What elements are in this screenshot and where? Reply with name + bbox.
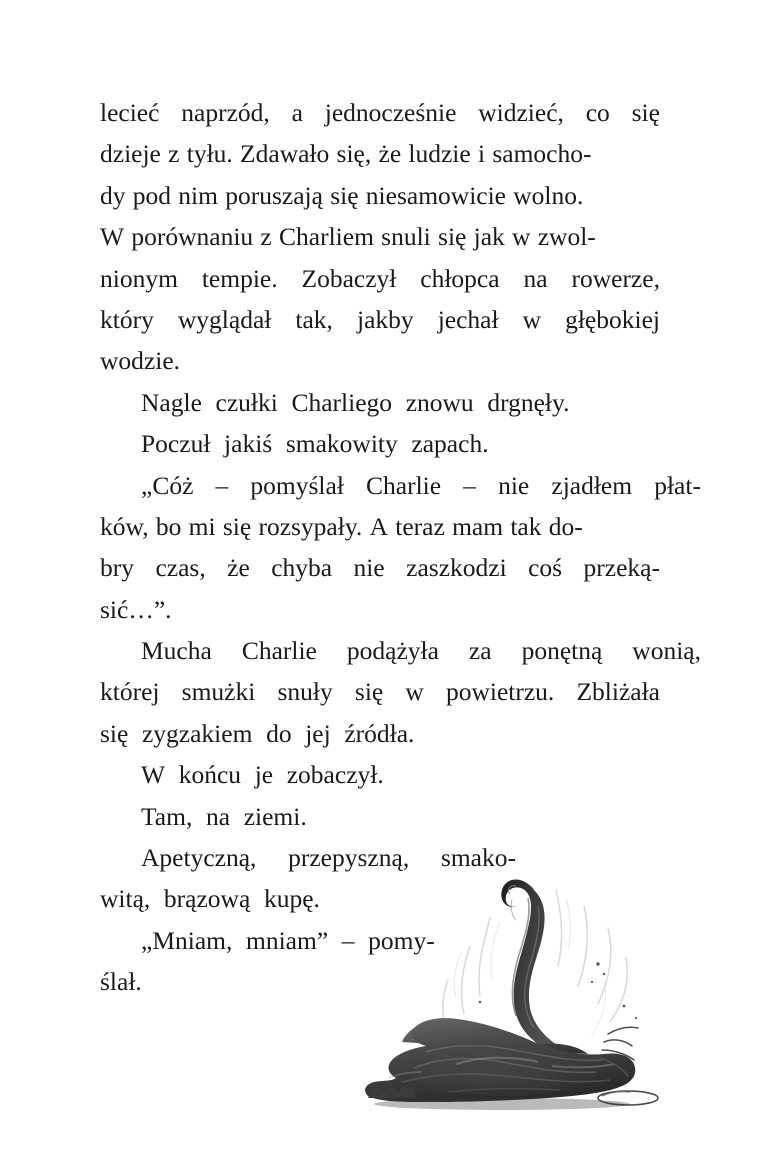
word: podążyła	[346, 636, 439, 666]
word: że	[227, 553, 250, 583]
word: zwol-	[537, 222, 596, 252]
ground-splash	[598, 1091, 658, 1105]
word: do	[266, 718, 292, 748]
word: mniam”	[246, 925, 329, 955]
word: mi	[188, 511, 216, 541]
splash-lines	[600, 1027, 638, 1076]
word: –	[463, 470, 476, 500]
word: Zbliżała	[576, 677, 660, 707]
word: chyba	[271, 553, 333, 583]
word: się	[100, 718, 129, 748]
word: jakby	[356, 304, 414, 334]
word: się	[438, 222, 467, 252]
word: się	[222, 511, 252, 541]
word: Charlie	[366, 470, 442, 500]
word: się	[631, 98, 660, 127]
contact-shadow	[374, 1098, 630, 1110]
word: czas,	[155, 553, 206, 583]
word: do-	[548, 511, 583, 541]
word: pomy-	[368, 925, 435, 955]
word: ponętną	[521, 636, 603, 666]
word: w	[522, 304, 542, 334]
word: drgnęły.	[487, 387, 570, 417]
word: się	[354, 677, 384, 707]
word: brązową	[163, 884, 251, 914]
word: bry	[100, 553, 134, 583]
word: i	[477, 139, 486, 169]
text-line	[100, 920, 701, 961]
word: wodzie.	[100, 346, 181, 376]
word: końcu	[178, 760, 242, 790]
word: na	[523, 263, 548, 293]
word: ślał.	[100, 967, 142, 997]
word: Poczuł	[141, 429, 211, 459]
word: W	[141, 760, 166, 790]
word: samocho-	[492, 139, 592, 169]
word: smako-	[440, 843, 516, 873]
word: tempie.	[201, 263, 278, 293]
word: „Mniam,	[141, 925, 233, 955]
word: poruszają	[225, 180, 323, 210]
word: „Cóż	[141, 470, 194, 500]
word: W	[100, 222, 125, 252]
word: a	[291, 98, 303, 127]
word: Apetyczną,	[141, 843, 257, 873]
text-line	[100, 382, 701, 423]
word: z	[260, 222, 272, 252]
word: teraz	[395, 511, 445, 541]
word: naprzód,	[181, 98, 270, 127]
word: snuły	[277, 677, 333, 707]
word: kupę.	[263, 884, 320, 914]
text-line	[100, 961, 660, 1002]
word: wyglądał	[177, 304, 272, 334]
text-line	[100, 175, 660, 216]
word: ludzie	[408, 139, 471, 169]
word: wonią,	[632, 636, 701, 666]
word: przeką-	[583, 553, 660, 583]
word: dy	[100, 180, 126, 210]
word: Nagle	[141, 387, 202, 417]
word: lecieć	[100, 98, 160, 127]
word: –	[215, 470, 229, 500]
text-line	[100, 465, 701, 506]
word: się	[330, 180, 359, 210]
text-line	[100, 754, 701, 795]
word: głębokiej	[565, 304, 660, 334]
word: porównaniu	[131, 222, 254, 252]
word: rozsypały.	[258, 511, 363, 541]
word: czułki	[215, 387, 278, 417]
word: Charliem	[279, 222, 374, 252]
word: jakiś	[224, 429, 273, 459]
word: –	[341, 925, 355, 955]
word: chłopca	[420, 263, 500, 293]
word: A	[369, 511, 388, 541]
word: się,	[336, 139, 372, 169]
word: Charlie	[241, 636, 317, 666]
word: Tam,	[141, 801, 193, 831]
word: przepyszną,	[288, 843, 410, 873]
word: niesamowicie	[365, 180, 506, 210]
word: w	[512, 222, 531, 252]
word: jechał	[437, 304, 499, 334]
text-line	[100, 299, 660, 340]
word: której	[100, 677, 160, 707]
word: rowerze,	[571, 263, 660, 293]
word: znowu	[405, 387, 474, 417]
word: jej	[305, 718, 331, 748]
text-line	[100, 133, 660, 174]
text-line	[100, 506, 660, 547]
text-line	[100, 837, 516, 878]
word: za	[468, 636, 492, 666]
text-line	[100, 216, 660, 257]
text-line	[100, 713, 660, 754]
text-line	[100, 796, 701, 837]
word: nim	[178, 180, 218, 210]
word: pod	[132, 180, 172, 210]
word: Zobaczył	[301, 263, 397, 293]
word: który	[100, 304, 154, 334]
word: zobaczył.	[286, 760, 384, 790]
word: tyłu.	[186, 139, 233, 169]
word: mam	[452, 511, 504, 541]
word: w	[405, 677, 424, 707]
word: witą,	[100, 884, 151, 914]
pile-upper	[402, 1021, 588, 1054]
word: zapach.	[411, 429, 489, 459]
word: je	[254, 760, 274, 790]
text-line	[100, 547, 660, 588]
text-line	[100, 630, 701, 671]
word: powietrzu.	[445, 677, 555, 707]
text-line	[100, 671, 660, 712]
page-body-text	[100, 92, 701, 1003]
word: coś	[528, 553, 563, 583]
text-line	[100, 589, 660, 630]
word: Zdawało	[240, 139, 330, 169]
word: zygzakiem	[141, 718, 253, 748]
word: wolno.	[513, 180, 584, 210]
word: ków,	[100, 511, 149, 541]
pile-main	[365, 1018, 635, 1102]
word: źródła.	[344, 718, 415, 748]
word: płat-	[654, 470, 701, 500]
text-line	[100, 878, 660, 919]
text-line	[100, 92, 660, 133]
word: co	[585, 98, 610, 127]
word: Charliego	[291, 387, 393, 417]
text-line	[100, 423, 701, 464]
word: smużki	[181, 677, 256, 707]
word: ziemi.	[243, 801, 307, 831]
word: że	[378, 139, 402, 169]
word: widzieć,	[478, 98, 564, 127]
word: smakowity	[285, 429, 398, 459]
word: jednocześnie	[324, 98, 457, 127]
word: z	[168, 139, 180, 169]
word: zjadłem	[551, 470, 633, 500]
word: dzieje	[100, 139, 161, 169]
word: tak,	[295, 304, 333, 334]
word: pomyślał	[250, 470, 344, 500]
word: bo	[155, 511, 182, 541]
word: snuli	[381, 222, 431, 252]
word: na	[205, 801, 231, 831]
word: nionym	[100, 263, 178, 293]
text-line	[100, 340, 660, 381]
word: jak	[473, 222, 505, 252]
word: zaszkodzi	[406, 553, 507, 583]
word: nie	[498, 470, 530, 500]
word: Mucha	[141, 636, 212, 666]
word: nie	[353, 553, 385, 583]
word: sić…”.	[100, 594, 172, 624]
text-line	[100, 258, 660, 299]
word: tak	[510, 511, 542, 541]
